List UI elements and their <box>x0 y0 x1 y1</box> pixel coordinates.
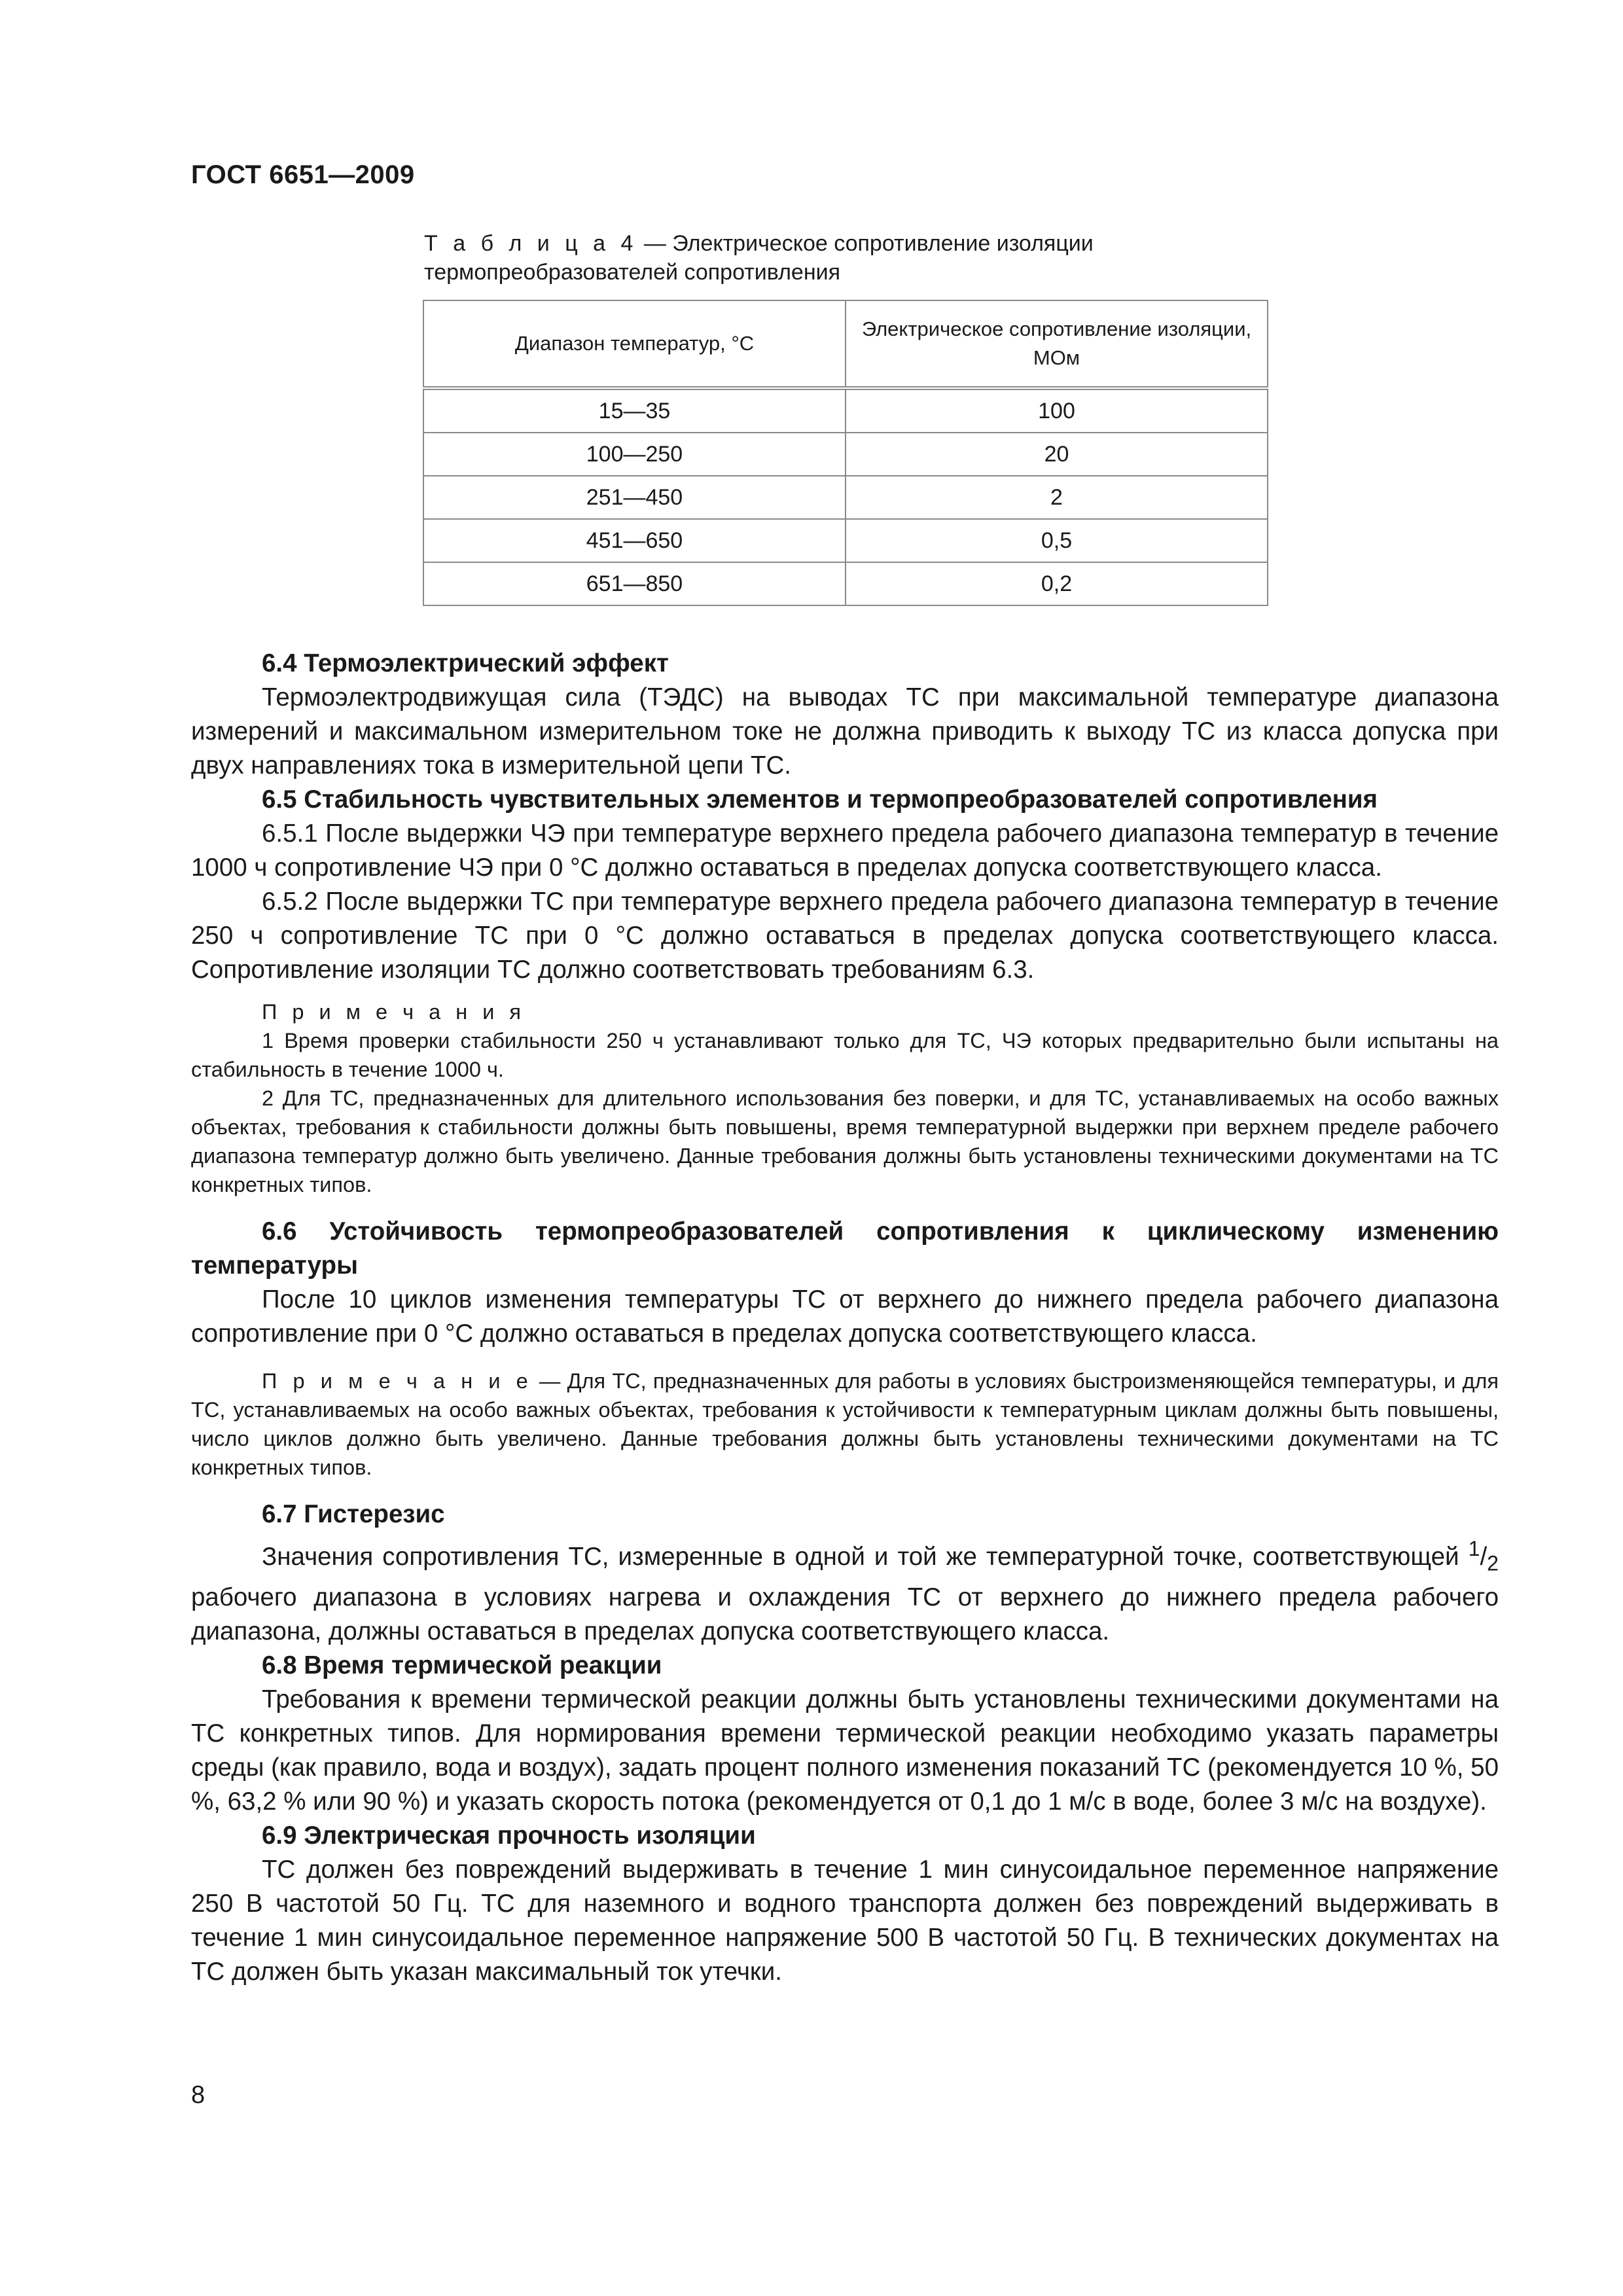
table-row <box>423 562 1268 605</box>
section-6-5-2-text: 6.5.2 После выдержки ТС при температуре верхнего предела рабочего диапазона температур в течение 250 ч сопротивление ТС при 0 °С должно оставаться в пределах допуска соответствующего класса. Сопротивление изоляции ТС должно соответствовать требованиям 6.3. <box>191 888 1499 984</box>
section-6-4-text: Термоэлектродвижущая сила (ТЭДС) на выводах ТС при максимальной температуре диапазона измерений и максимальном измерительном токе не должна приводить к выходу ТС из класса допуска при двух направлениях тока в измерительной цепи ТС. <box>191 683 1499 780</box>
section-6-6-note <box>191 1367 1499 1482</box>
cell-insulation-resistance: 0,2 <box>846 562 1268 605</box>
section-6-6-title: 6.6 Устойчивость термопреобразователей сопротивления к циклическому изменению температуры <box>191 1217 1499 1280</box>
cell-temperature-range: 251—450 <box>423 476 846 519</box>
section-6-7-text-end: рабочего диапазона в условиях нагрева и охлаждения ТС от верхнего до нижнего предела рабочего диапазона, должны оставаться в пределах допуска соответствующего класса. <box>191 1583 1499 1645</box>
section-6-7-title: 6.7 Гистерезис <box>262 1500 445 1528</box>
note-text: — Для ТС, предназначенных для работы в условиях быстроизменяющейся температуры, и для ТС, устанавливаемых на особо важных объектах, требования к устойчивости к температурным циклам должны быть повышены, число циклов должно быть увеличено. Данные требования должны быть установлены техническими документами на ТС конкретных типов. <box>191 1369 1499 1479</box>
cell-temperature-range: 100—250 <box>423 433 846 476</box>
table-caption-text: — Электрическое сопротивление изоляции термопреобразователей сопротивления <box>424 231 1094 285</box>
section-6-6-text: После 10 циклов изменения температуры ТС от верхнего до нижнего предела рабочего диапазона сопротивление при 0 °С должно оставаться в пределах допуска соответствующего класса. <box>191 1285 1499 1348</box>
cell-insulation-resistance: 20 <box>846 433 1268 476</box>
table-row <box>423 476 1268 519</box>
section-6-5-1-text: 6.5.1 После выдержки ЧЭ при температуре верхнего предела рабочего диапазона температур в течение 1000 ч сопротивление ЧЭ при 0 °С должно оставаться в пределах допуска соответствующего класса. <box>191 819 1499 882</box>
table-header-row <box>423 300 1268 388</box>
cell-insulation-resistance: 100 <box>846 388 1268 433</box>
table-row <box>423 388 1268 433</box>
document-body <box>191 647 1499 1989</box>
fraction-numerator: 1 <box>1468 1537 1480 1560</box>
cell-temperature-range: 651—850 <box>423 562 846 605</box>
cell-temperature-range: 451—650 <box>423 519 846 562</box>
table-caption <box>424 229 1275 287</box>
section-6-9-text: ТС должен без повреждений выдерживать в течение 1 мин синусоидальное переменное напряжение 250 В частотой 50 Гц. ТС для наземного и водного транспорта должен без повреждений выдерживать в течение 1 мин синусоидальное переменное напряжение 500 В частотой 50 Гц. В технических документах на ТС должен быть указан максимальный ток утечки. <box>191 1855 1499 1986</box>
cell-insulation-resistance: 0,5 <box>846 519 1268 562</box>
fraction-denominator: 2 <box>1487 1551 1499 1575</box>
section-6-4-title: 6.4 Термоэлектрический эффект <box>262 649 669 677</box>
table-row <box>423 433 1268 476</box>
cell-insulation-resistance: 2 <box>846 476 1268 519</box>
column-header-temperature-range: Диапазон температур, °С <box>423 300 846 388</box>
document-header: ГОСТ 6651—2009 <box>191 160 415 189</box>
cell-temperature-range: 15—35 <box>423 388 846 433</box>
notes-title: П р и м е ч а н и я <box>262 1000 526 1024</box>
section-6-7-text-start: Значения сопротивления ТС, измеренные в одной и той же температурной точке, соответствующей <box>262 1542 1469 1571</box>
insulation-resistance-table <box>423 300 1268 606</box>
section-6-5-title: 6.5 Стабильность чувствительных элементов и термопреобразователей сопротивления <box>262 785 1378 814</box>
section-6-7-text: Значения сопротивления ТС, измеренные в одной и той же температурной точке, соответствующей $^1/_2$ рабочего диапазона в условиях нагрева и охлаждения ТС от верхнего до нижнего предела рабочего диапазона, должны оставаться в пределах допуска соответствующего класса. <box>191 1537 1499 1645</box>
note-2: 2 Для ТС, предназначенных для длительного использования без поверки, и для ТС, устанавливаемых на особо важных объектах, требования к стабильности должны быть повышены, время температурной выдержки при верхнем пределе рабочего диапазона температур должно быть увеличено. Данные требования должны быть установлены техническими документами на ТС конкретных типов. <box>191 1086 1499 1196</box>
column-header-insulation-resistance: Электрическое сопротивление изоляции, МОм <box>846 300 1268 388</box>
section-6-8-text: Требования к времени термической реакции должны быть установлены техническими документами на ТС конкретных типов. Для нормирования времени термической реакции необходимо указать параметры среды (как правило, вода и воздух), задать процент полного изменения показаний ТС (рекомендуется 10 %, 50 %, 63,2 % или 90 %) и указать скорость потока (рекомендуется от 0,1 до 1 м/с в воде, более 3 м/с на воздухе). <box>191 1685 1499 1816</box>
note-1: 1 Время проверки стабильности 250 ч устанавливают только для ТС, ЧЭ которых предварительно были испытаны на стабильность в течение 1000 ч. <box>191 1029 1499 1081</box>
note-label: П р и м е ч а н и е <box>262 1369 533 1393</box>
section-6-9-title: 6.9 Электрическая прочность изоляции <box>262 1821 756 1850</box>
table-row <box>423 519 1268 562</box>
table-caption-label: Т а б л и ц а 4 <box>424 231 638 256</box>
section-6-8-title: 6.8 Время термической реакции <box>262 1651 662 1679</box>
page-number: 8 <box>191 2081 205 2109</box>
